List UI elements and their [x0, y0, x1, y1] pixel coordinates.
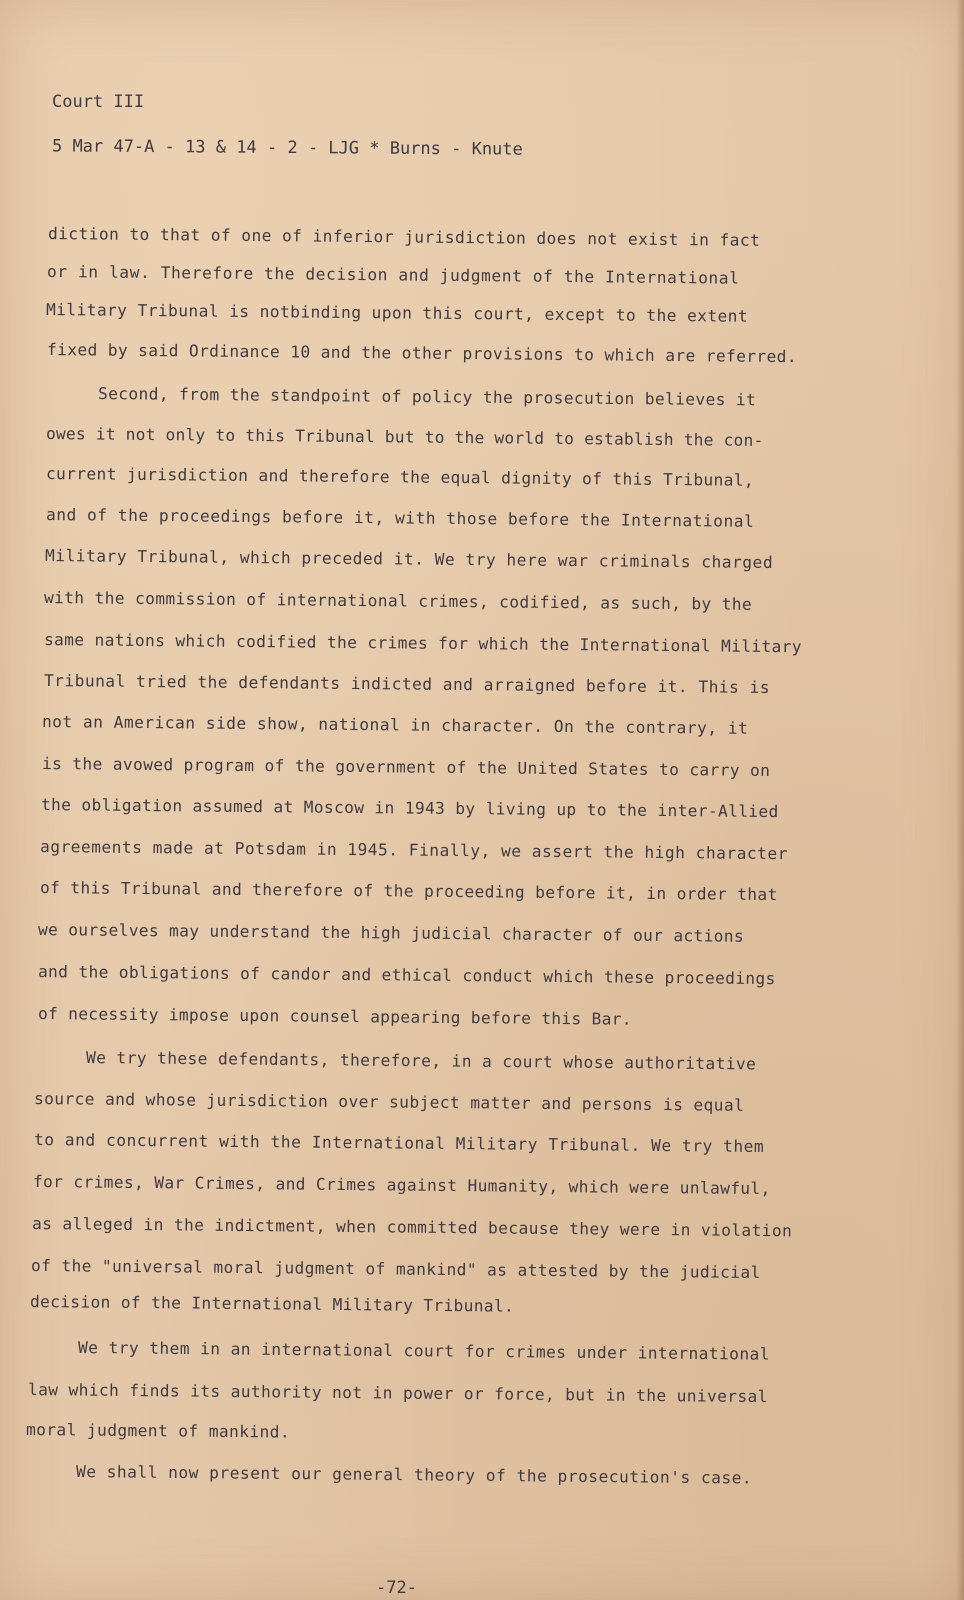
text-line-29: law which finds its authority not in power or force, but in the universal [27, 1380, 768, 1407]
text-line-1: diction to that of one of inferior jurisdiction does not exist in fact [47, 224, 761, 250]
text-line-14: is the avowed program of the government of the United States to carry on [41, 754, 771, 780]
page-edge-shadow [956, 0, 964, 1600]
court-label: Court III [52, 92, 145, 112]
text-line-26: of the "universal moral judgment of mankind" as attested by the judicial [30, 1256, 761, 1283]
text-line-15: the obligation assumed at Moscow in 1943 by living up to the inter-Allied [40, 795, 779, 822]
text-line-16: agreements made at Potsdam in 1945. Finally, we assert the high character [39, 837, 788, 864]
text-line-18: we ourselves may understand the high judicial character of our actions [37, 920, 745, 946]
session-reference: 5 Mar 47-A - 13 & 14 - 2 - LJG * Burns - Knute [51, 136, 523, 160]
text-line-23: to and concurrent with the International Military Tribunal. We try them [33, 1130, 765, 1157]
text-line-6: owes it not only to this Tribunal but to the world to establish the con- [45, 424, 764, 450]
text-line-7: current jurisdiction and therefore the equal dignity of this Tribunal, [45, 464, 755, 490]
text-line-9: Military Tribunal, which preceded it. We try here war criminals charged [44, 546, 774, 572]
text-line-2: or in law. Therefore the decision and judgment of the International [46, 262, 740, 288]
text-line-24: for crimes, War Crimes, and Crimes against Humanity, which were unlawful, [32, 1172, 771, 1199]
text-line-13: not an American side show, national in character. On the contrary, it [41, 712, 749, 738]
text-line-8: and of the proceedings before it, with those before the International [45, 505, 755, 531]
text-line-5: Second, from the standpoint of policy the prosecution believes it [97, 384, 757, 410]
text-line-25: as alleged in the indictment, when committed because they were in violation [31, 1214, 793, 1241]
text-line-20: of necessity impose upon counsel appearing before this Bar. [37, 1004, 632, 1029]
text-line-31: We shall now present our general theory of the prosecution's case. [75, 1462, 753, 1488]
text-line-4: fixed by said Ordinance 10 and the other provisions to which are referred. [46, 340, 798, 367]
text-line-3: Military Tribunal is notbinding upon this court, except to the extent [45, 300, 749, 326]
text-line-21: We try these defendants, therefore, in a court whose authoritative [85, 1048, 757, 1074]
text-line-19: and the obligations of candor and ethical conduct which these proceedings [37, 962, 776, 989]
text-line-11: same nations which codified the crimes for which the International Military [43, 630, 802, 657]
text-line-12: Tribunal tried the defendants indicted and arraigned before it. This is [43, 671, 771, 697]
page-number: -72- [376, 1578, 417, 1598]
text-line-28: We try them in an international court for crimes under international [77, 1338, 771, 1364]
text-line-22: source and whose jurisdiction over subject matter and persons is equal [33, 1089, 745, 1115]
text-line-27: decision of the International Military Tribunal. [29, 1292, 515, 1316]
text-line-10: with the commission of international crimes, codified, as such, by the [43, 588, 753, 614]
text-line-30: moral judgment of mankind. [25, 1420, 291, 1442]
text-line-17: of this Tribunal and therefore of the proceeding before it, in order that [39, 878, 778, 905]
